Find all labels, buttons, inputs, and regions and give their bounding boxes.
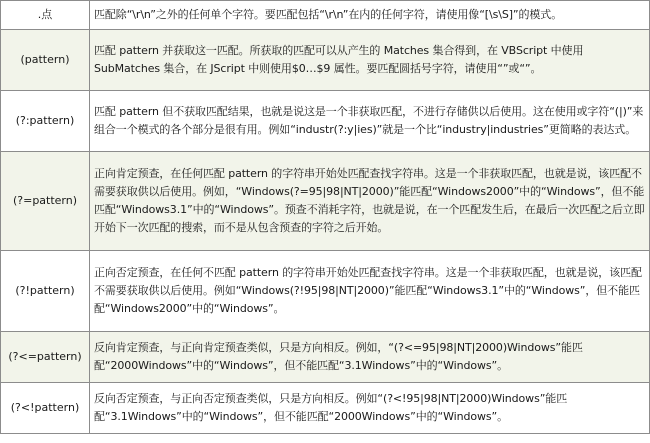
description-cell: 反向肯定预查，与正向肯定预查类似，只是方向相反。例如，“(?<=95|98|NT|2000)Windows”能匹配“2000Windows”中的“Windows”，但不能匹配“3.1Windows”中的“Windows”。 <box>90 332 650 383</box>
table-row <box>1 152 650 251</box>
syntax-cell: (?!pattern) <box>1 251 90 332</box>
table-row <box>1 30 650 91</box>
table-row <box>1 1 650 30</box>
syntax-cell: (?=pattern) <box>1 152 90 251</box>
description-cell: 匹配 pattern 但不获取匹配结果，也就是说这是一个非获取匹配，不进行存储供以后使用。这在使用或字符“(|)”来组合一个模式的各个部分是很有用。例如“industr(?:y|ies)”就是一个比“industry|industries”更简略的表达式。 <box>90 91 650 152</box>
description-cell: 匹配 pattern 并获取这一匹配。所获取的匹配可以从产生的 Matches 集合得到，在 VBScript 中使用 SubMatches 集合，在 JScript 中则使用$0…$9 属性。要匹配圆括号字符，请使用“”或“”。 <box>90 30 650 91</box>
table-row <box>1 91 650 152</box>
description-cell: 匹配除“\r\n”之外的任何单个字符。要匹配包括“\r\n”在内的任何字符，请使用像“[\s\S]”的模式。 <box>90 1 650 30</box>
syntax-cell: (pattern) <box>1 30 90 91</box>
syntax-cell: (?<=pattern) <box>1 332 90 383</box>
description-cell: 反向否定预查，与正向否定预查类似，只是方向相反。例如“(?<!95|98|NT|2000)Windows”能匹配“3.1Windows”中的“Windows”，但不能匹配“2000Windows”中的“Windows”。 <box>90 383 650 434</box>
table-row <box>1 251 650 332</box>
description-cell: 正向否定预查，在任何不匹配 pattern 的字符串开始处匹配查找字符串。这是一个非获取匹配，也就是说，该匹配不需要获取供以后使用。例如“Windows(?!95|98|NT|2000)”能匹配“Windows3.1”中的“Windows”，但不能匹配“Windows2000”中的“Windows”。 <box>90 251 650 332</box>
table-row <box>1 383 650 434</box>
syntax-cell: (?:pattern) <box>1 91 90 152</box>
syntax-cell: (?<!pattern) <box>1 383 90 434</box>
description-cell: 正向肯定预查，在任何匹配 pattern 的字符串开始处匹配查找字符串。这是一个非获取匹配，也就是说，该匹配不需要获取供以后使用。例如，“Windows(?=95|98|NT|2000)”能匹配“Windows2000”中的“Windows”，但不能匹配“Windows3.1”中的“Windows”。预查不消耗字符，也就是说，在一个匹配发生后，在最后一次匹配之后立即开始下一次匹配的搜索，而不是从包含预查的字符之后开始。 <box>90 152 650 251</box>
syntax-cell: .点 <box>1 1 90 30</box>
table-row <box>1 332 650 383</box>
